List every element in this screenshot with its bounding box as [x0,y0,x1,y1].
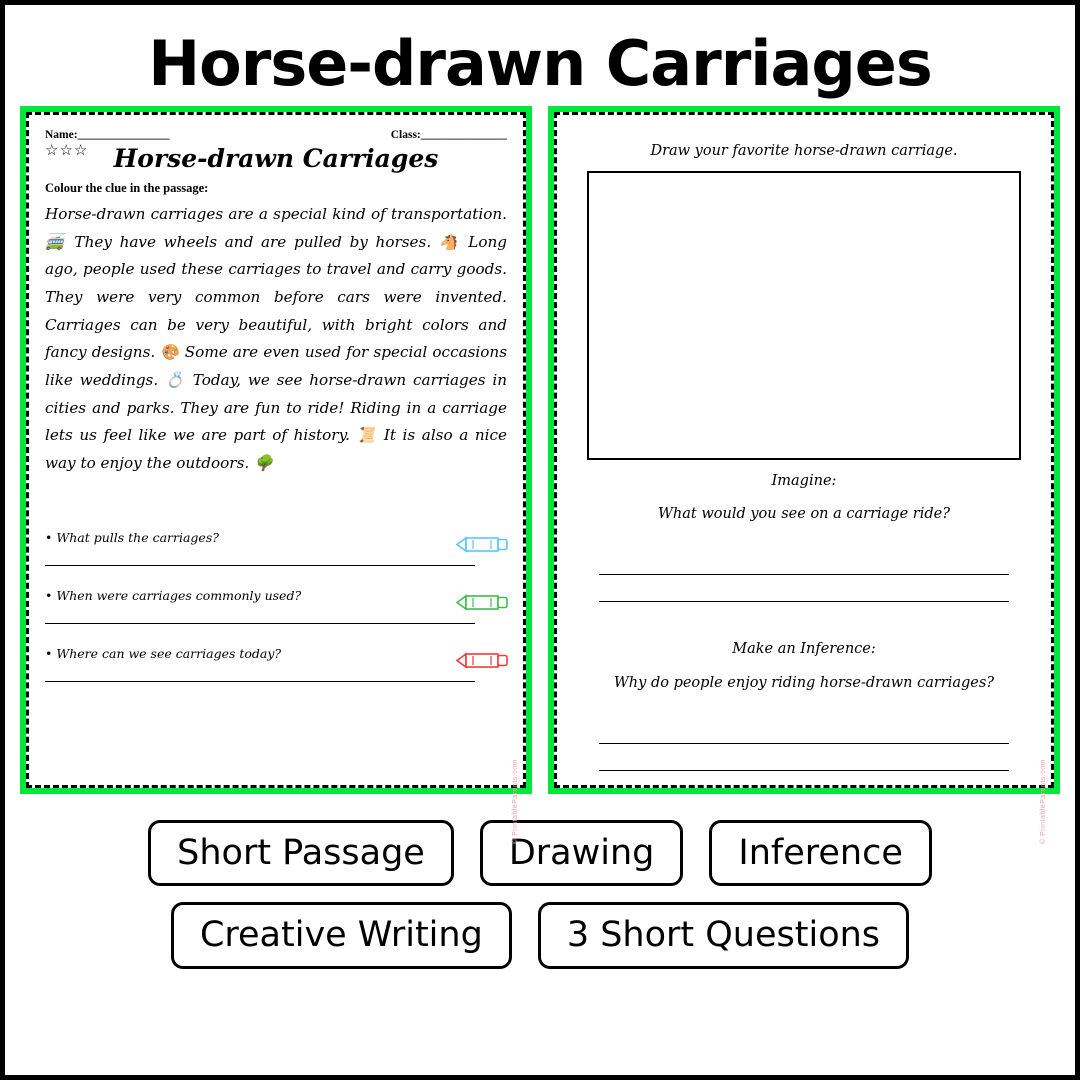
worksheet-title: Horse-drawn Carriages [113,144,439,174]
imagine-question: What would you see on a carriage ride? [658,506,950,523]
inference-question: Why do people enjoy riding horse-drawn carriages? [613,674,995,691]
question-text: • What pulls the carriages? [45,529,219,545]
questions-list [45,530,507,682]
drawing-area[interactable] [587,171,1021,460]
answer-line[interactable] [599,548,1009,575]
spacer [573,602,1035,628]
tag-drawing: Drawing [480,820,684,886]
feature-tags [5,820,1075,969]
answer-line[interactable] [599,744,1009,771]
instruction-text: Colour the clue in the passage: [45,181,209,196]
watermark: © PrintableParents.com [1040,759,1047,845]
right-worksheet [548,106,1060,845]
left-worksheet-content [26,112,526,845]
crayon-icon [455,594,509,611]
question-item [45,588,507,624]
question-item [45,646,507,682]
tag-creative-writing: Creative Writing [171,902,512,968]
question-item [45,530,507,566]
class-field-label[interactable]: Class:_______________ [390,129,507,142]
tag-short-questions: 3 Short Questions [538,902,909,968]
question-text: • When were carriages commonly used? [45,587,302,603]
name-field-label[interactable]: Name:________________ [45,129,170,142]
star-rating: ☆☆☆ [45,142,89,160]
watermark: © PrintableParents.com [512,759,519,845]
answer-line[interactable] [45,565,475,566]
answer-line[interactable] [599,717,1009,744]
tag-inference: Inference [709,820,931,886]
answer-line[interactable] [45,681,475,682]
tag-short-passage: Short Passage [148,820,454,886]
answer-line[interactable] [599,575,1009,602]
worksheet-sheets [5,106,1075,845]
student-info-row [45,129,507,141]
reading-passage: Horse-drawn carriages are a special kind of transportation. 🚎 They have wheels and are pulled by horses. 🐴 Long ago, people used these carriages to travel and carry goods. They were very common before cars were invented. Carriages can be very beautiful, with bright colors and fancy designs. 🎨 Some are even used for special occasions like weddings. 💍 Today, we see horse-drawn carriages in cities and parks. They are fun to ride! Riding in a carriage lets us feel like we are part of history. 📜 It is also a nice way to enjoy the outdoors. 🌳 [45,205,507,472]
crayon-icon [455,536,509,553]
question-text: • Where can we see carriages today? [45,645,282,661]
inference-label: Make an Inference: [732,641,876,658]
drawing-prompt: Draw your favorite horse-drawn carriage. [650,143,958,160]
feature-tags-row-1 [5,820,1075,886]
right-worksheet-content [554,112,1054,845]
answer-line[interactable] [45,623,475,624]
inference-answer-lines [599,717,1009,771]
crayon-icon [455,652,509,669]
left-worksheet [20,106,532,845]
imagine-answer-lines [599,548,1009,602]
imagine-label: Imagine: [771,473,837,490]
page-title: Horse-drawn Carriages [148,27,932,100]
feature-tags-row-2 [5,902,1075,968]
